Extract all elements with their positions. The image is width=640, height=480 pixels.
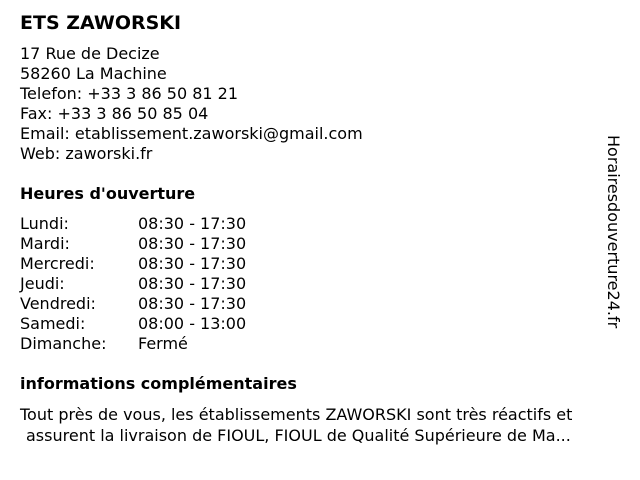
additional-info-heading: informations complémentaires <box>20 374 297 393</box>
address-street: 17 Rue de Decize <box>20 44 160 63</box>
email-address: Email: etablissement.zaworski@gmail.com <box>20 124 363 143</box>
contact-block <box>20 44 363 164</box>
phone-number: Telefon: +33 3 86 50 81 21 <box>20 84 239 103</box>
day-label: Jeudi: <box>20 274 65 293</box>
opening-hours-heading: Heures d'ouverture <box>20 184 196 203</box>
day-label: Mardi: <box>20 234 70 253</box>
business-name: ETS ZAWORSKI <box>20 12 182 34</box>
website: Web: zaworski.fr <box>20 144 153 163</box>
time-range: 08:30 - 17:30 <box>138 294 247 313</box>
day-label: Mercredi: <box>20 254 95 273</box>
day-label: Lundi: <box>20 214 69 233</box>
description-line: Tout près de vous, les établissements ZAWORSKI sont très réactifs et <box>20 405 573 424</box>
site-watermark: Horairesdouverture24.fr <box>604 135 623 329</box>
time-range: 08:30 - 17:30 <box>138 254 247 273</box>
day-label: Vendredi: <box>20 294 96 313</box>
time-range: 08:30 - 17:30 <box>138 214 247 233</box>
address-city: 58260 La Machine <box>20 64 167 83</box>
time-range: Fermé <box>138 334 188 353</box>
day-label: Samedi: <box>20 314 86 333</box>
time-range: 08:30 - 17:30 <box>138 274 247 293</box>
description-line: assurent la livraison de FIOUL, FIOUL de Qualité Supérieure de Ma... <box>26 426 571 445</box>
time-range: 08:30 - 17:30 <box>138 234 247 253</box>
time-range: 08:00 - 13:00 <box>138 314 247 333</box>
fax-number: Fax: +33 3 86 50 85 04 <box>20 104 209 123</box>
day-label: Dimanche: <box>20 334 107 353</box>
business-description <box>20 404 630 446</box>
